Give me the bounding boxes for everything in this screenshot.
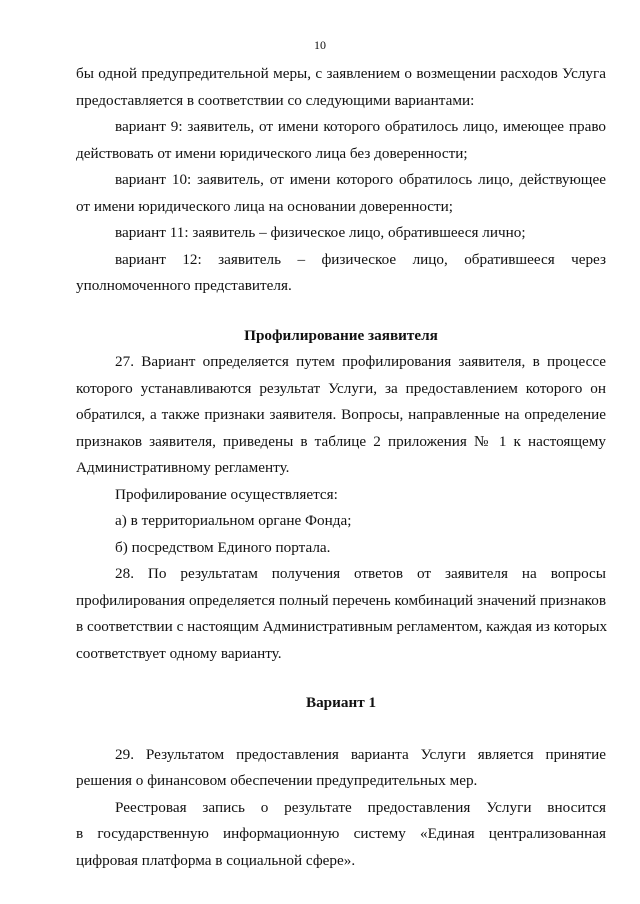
section-heading-profiling: Профилирование заявителя — [244, 326, 438, 344]
text-line: от имени юридического лица на основании доверенности; — [76, 197, 454, 215]
text-line: вариант 10: заявитель, от имени которого обратилось лицо, действующее — [115, 171, 606, 188]
text-line: которого устанавливаются результат Услуги, за предоставлением которого он — [76, 379, 606, 397]
text-line: Административному регламенту. — [76, 459, 290, 476]
variant-11-paragraph — [76, 220, 606, 247]
text-line: соответствует одному варианту. — [76, 644, 282, 662]
variant-10-paragraph — [76, 167, 606, 220]
paragraph-29 — [76, 742, 606, 795]
text-line: уполномоченного представителя. — [76, 277, 292, 294]
profiling-intro: Профилирование осуществляется: — [115, 485, 338, 503]
text-line: в соответствии с настоящим Административным регламентом, каждая из которых — [76, 618, 608, 635]
list-item-b: б) посредством Единого портала. — [115, 538, 331, 556]
page-number: 10 — [314, 38, 326, 52]
intro-paragraph — [76, 61, 606, 114]
text-line: бы одной предупредительной меры, с заявлением о возмещении расходов Услуга — [76, 65, 606, 82]
registry-paragraph — [76, 795, 606, 875]
paragraph-28 — [76, 561, 606, 667]
text-line: 29. Результатом предоставления варианта Услуги является принятие — [115, 745, 606, 763]
document-body — [76, 61, 606, 874]
text-line: в государственную информационную систему «Единая централизованная — [76, 825, 606, 842]
variant-12-paragraph — [76, 247, 606, 300]
list-item-a: а) в территориальном органе Фонда; — [115, 512, 352, 529]
text-line: признаков заявителя, приведены в таблице 2 приложения № 1 к настоящему — [76, 432, 606, 450]
text-line: действовать от имени юридического лица без доверенности; — [76, 144, 468, 162]
text-line: вариант 9: заявитель, от имени которого обратилось лицо, имеющее право — [115, 118, 606, 135]
text-line: Реестровая запись о результате предоставления Услуги вносится — [115, 798, 606, 816]
text-line: предоставляется в соответствии со следующими вариантами: — [76, 91, 475, 109]
text-line: профилирования определяется полный перечень комбинаций значений признаков — [76, 591, 606, 609]
variant-9-paragraph — [76, 114, 606, 167]
text-line: цифровая платформа в социальной сфере». — [76, 851, 356, 869]
paragraph-27 — [76, 349, 606, 482]
text-line: 27. Вариант определяется путем профилирования заявителя, в процессе — [115, 353, 606, 370]
text-line: вариант 12: заявитель – физическое лицо, обратившееся через — [115, 250, 606, 268]
text-line: обратился, а также признаки заявителя. Вопросы, направленные на определение — [76, 406, 606, 423]
text-line: 28. По результатам получения ответов от заявителя на вопросы — [115, 565, 606, 582]
text-line: решения о финансовом обеспечении предупредительных мер. — [76, 772, 478, 789]
text-line: вариант 11: заявитель – физическое лицо, обратившееся лично; — [115, 224, 526, 241]
section-heading-variant-1: Вариант 1 — [305, 694, 377, 711]
